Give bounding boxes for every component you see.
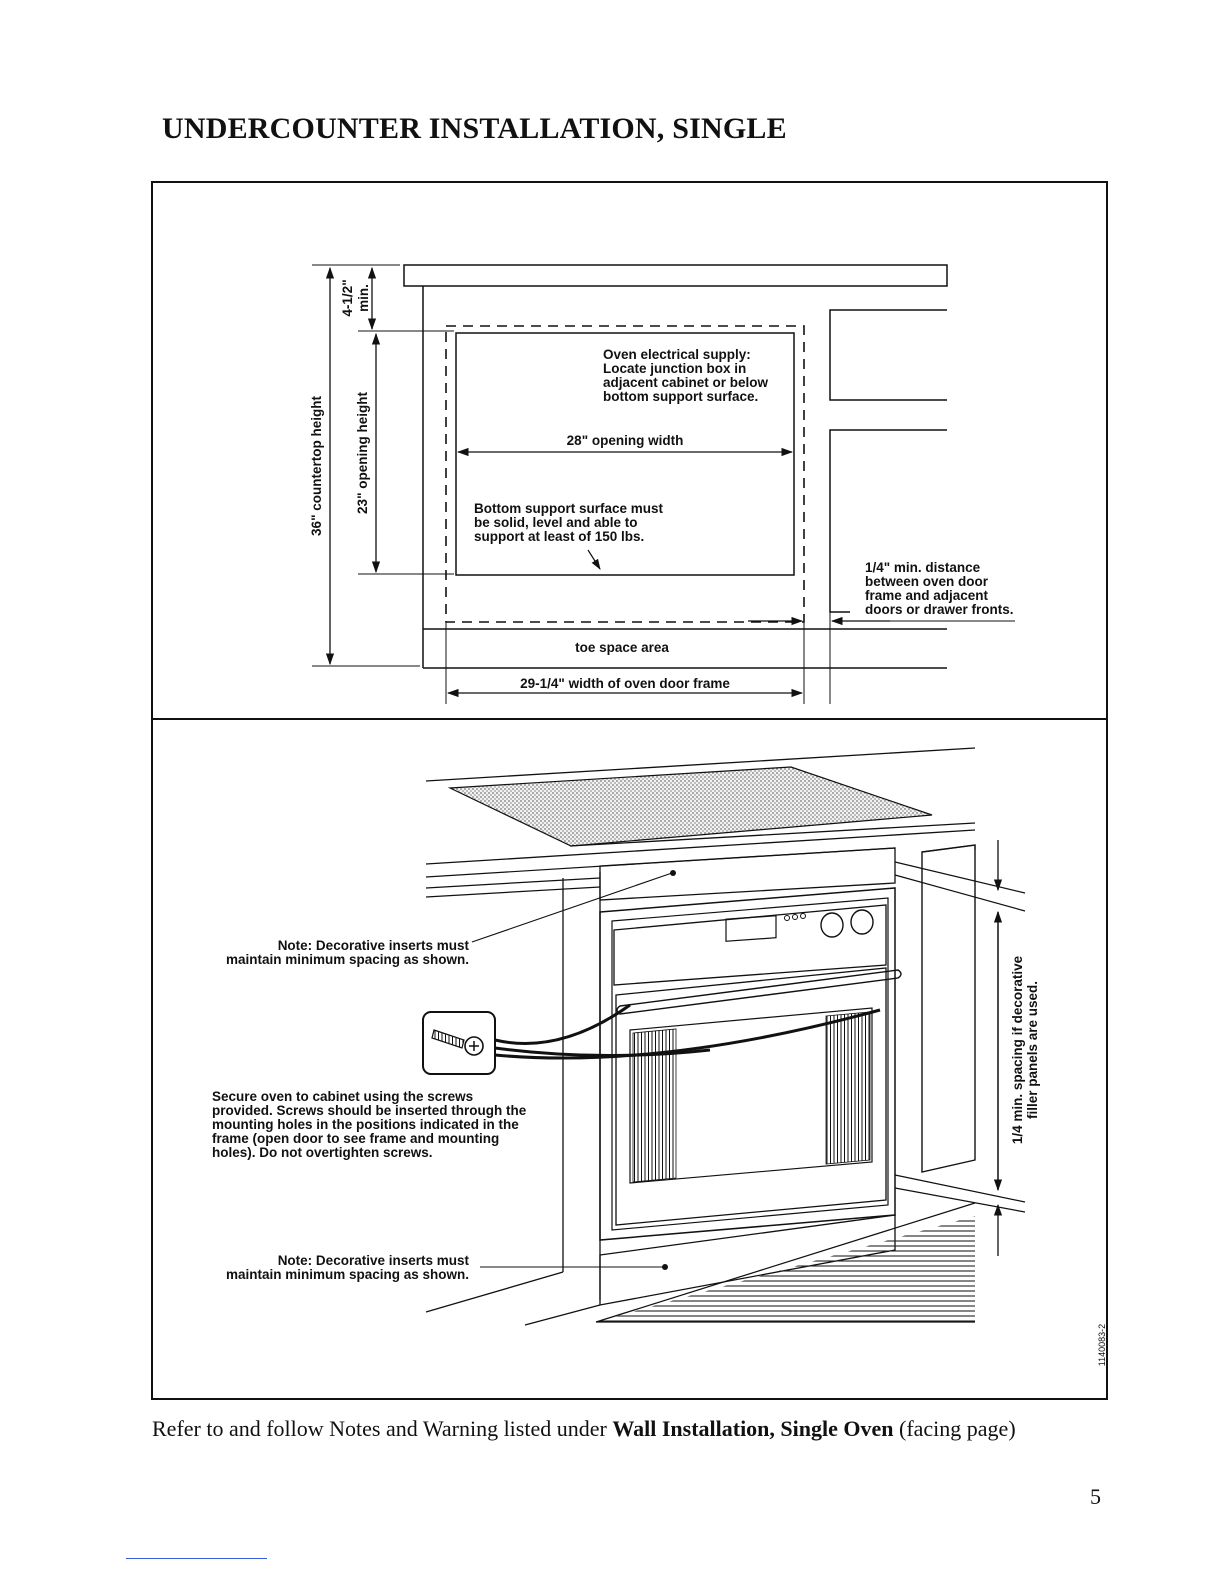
- min-distance-note-line: frame and adjacent: [865, 588, 989, 603]
- electrical-note-line: Locate junction box in: [603, 361, 747, 376]
- secure-note-line: Secure oven to cabinet using the screws: [212, 1089, 474, 1104]
- note-bottom-line: Note: Decorative inserts must: [277, 1253, 469, 1268]
- electrical-note-line: bottom support surface.: [603, 389, 759, 404]
- opening-height-label: 23" opening height: [355, 392, 370, 514]
- page-title: UNDERCOUNTER INSTALLATION, SINGLE: [162, 112, 787, 145]
- secure-note-line: frame (open door to see frame and mounting: [212, 1131, 500, 1146]
- note-top-line: Note: Decorative inserts must: [277, 938, 469, 953]
- decorative-insert-note-top: [226, 938, 470, 967]
- min-distance-note: [865, 560, 1014, 617]
- screw-icon: [432, 1030, 483, 1055]
- page-number: 5: [1090, 1484, 1101, 1509]
- footer-text: Refer to and follow Notes and Warning listed under: [152, 1416, 613, 1441]
- bottom-support-note: [474, 501, 664, 544]
- note-top-line: maintain minimum spacing as shown.: [225, 952, 469, 967]
- side-spacing-label-line1: 1/4 min. spacing if decorative: [1010, 955, 1025, 1145]
- gap-label-line1: 4-1/2": [340, 279, 355, 317]
- min-distance-note-line: between oven door: [865, 574, 989, 589]
- secure-note-line: provided. Screws should be inserted through the: [212, 1103, 527, 1118]
- oven-door-handle: [617, 970, 901, 1014]
- gap-label-line2: min.: [356, 284, 371, 312]
- door-frame-width-label: 29-1/4" width of oven door frame: [520, 676, 730, 691]
- electrical-note-line: Oven electrical supply:: [603, 347, 751, 362]
- countertop-surface: [450, 767, 932, 846]
- adjacent-drawer: [830, 310, 947, 400]
- footer-note: [152, 1416, 1016, 1442]
- decorative-insert-note-bottom: [226, 1253, 470, 1282]
- side-spacing-label-line2: filler panels are used.: [1025, 980, 1040, 1120]
- toe-space-label: toe space area: [575, 640, 669, 655]
- control-knob: [851, 910, 873, 934]
- page-edge-line: [126, 1558, 267, 1559]
- countertop: [404, 265, 947, 286]
- opening-width-label: 28" opening width: [566, 433, 684, 448]
- electrical-supply-note: [603, 347, 769, 404]
- top-cutout-diagram: [312, 265, 1015, 704]
- figure-id: 1140083-2: [1097, 1323, 1107, 1367]
- secure-oven-note: [212, 1089, 527, 1160]
- bottom-perspective-diagram: [423, 748, 1025, 1325]
- control-knob: [821, 913, 843, 937]
- support-note-line: be solid, level and able to: [474, 515, 638, 530]
- footer-text: (facing page): [893, 1416, 1016, 1441]
- note-bottom-line: maintain minimum spacing as shown.: [225, 1267, 469, 1282]
- footer-reference: Wall Installation, Single Oven: [612, 1416, 894, 1441]
- secure-note-line: holes). Do not overtighten screws.: [212, 1145, 433, 1160]
- secure-note-line: mounting holes in the positions indicated in the: [212, 1117, 519, 1132]
- support-note-line: support at least of 150 lbs.: [474, 529, 645, 544]
- min-distance-note-line: doors or drawer fronts.: [865, 602, 1014, 617]
- support-note-line: Bottom support surface must: [474, 501, 664, 516]
- filler-panel: [922, 845, 975, 1172]
- min-distance-note-line: 1/4" min. distance: [865, 560, 981, 575]
- countertop-height-label: 36" countertop height: [309, 396, 324, 536]
- electrical-note-line: adjacent cabinet or below: [603, 375, 769, 390]
